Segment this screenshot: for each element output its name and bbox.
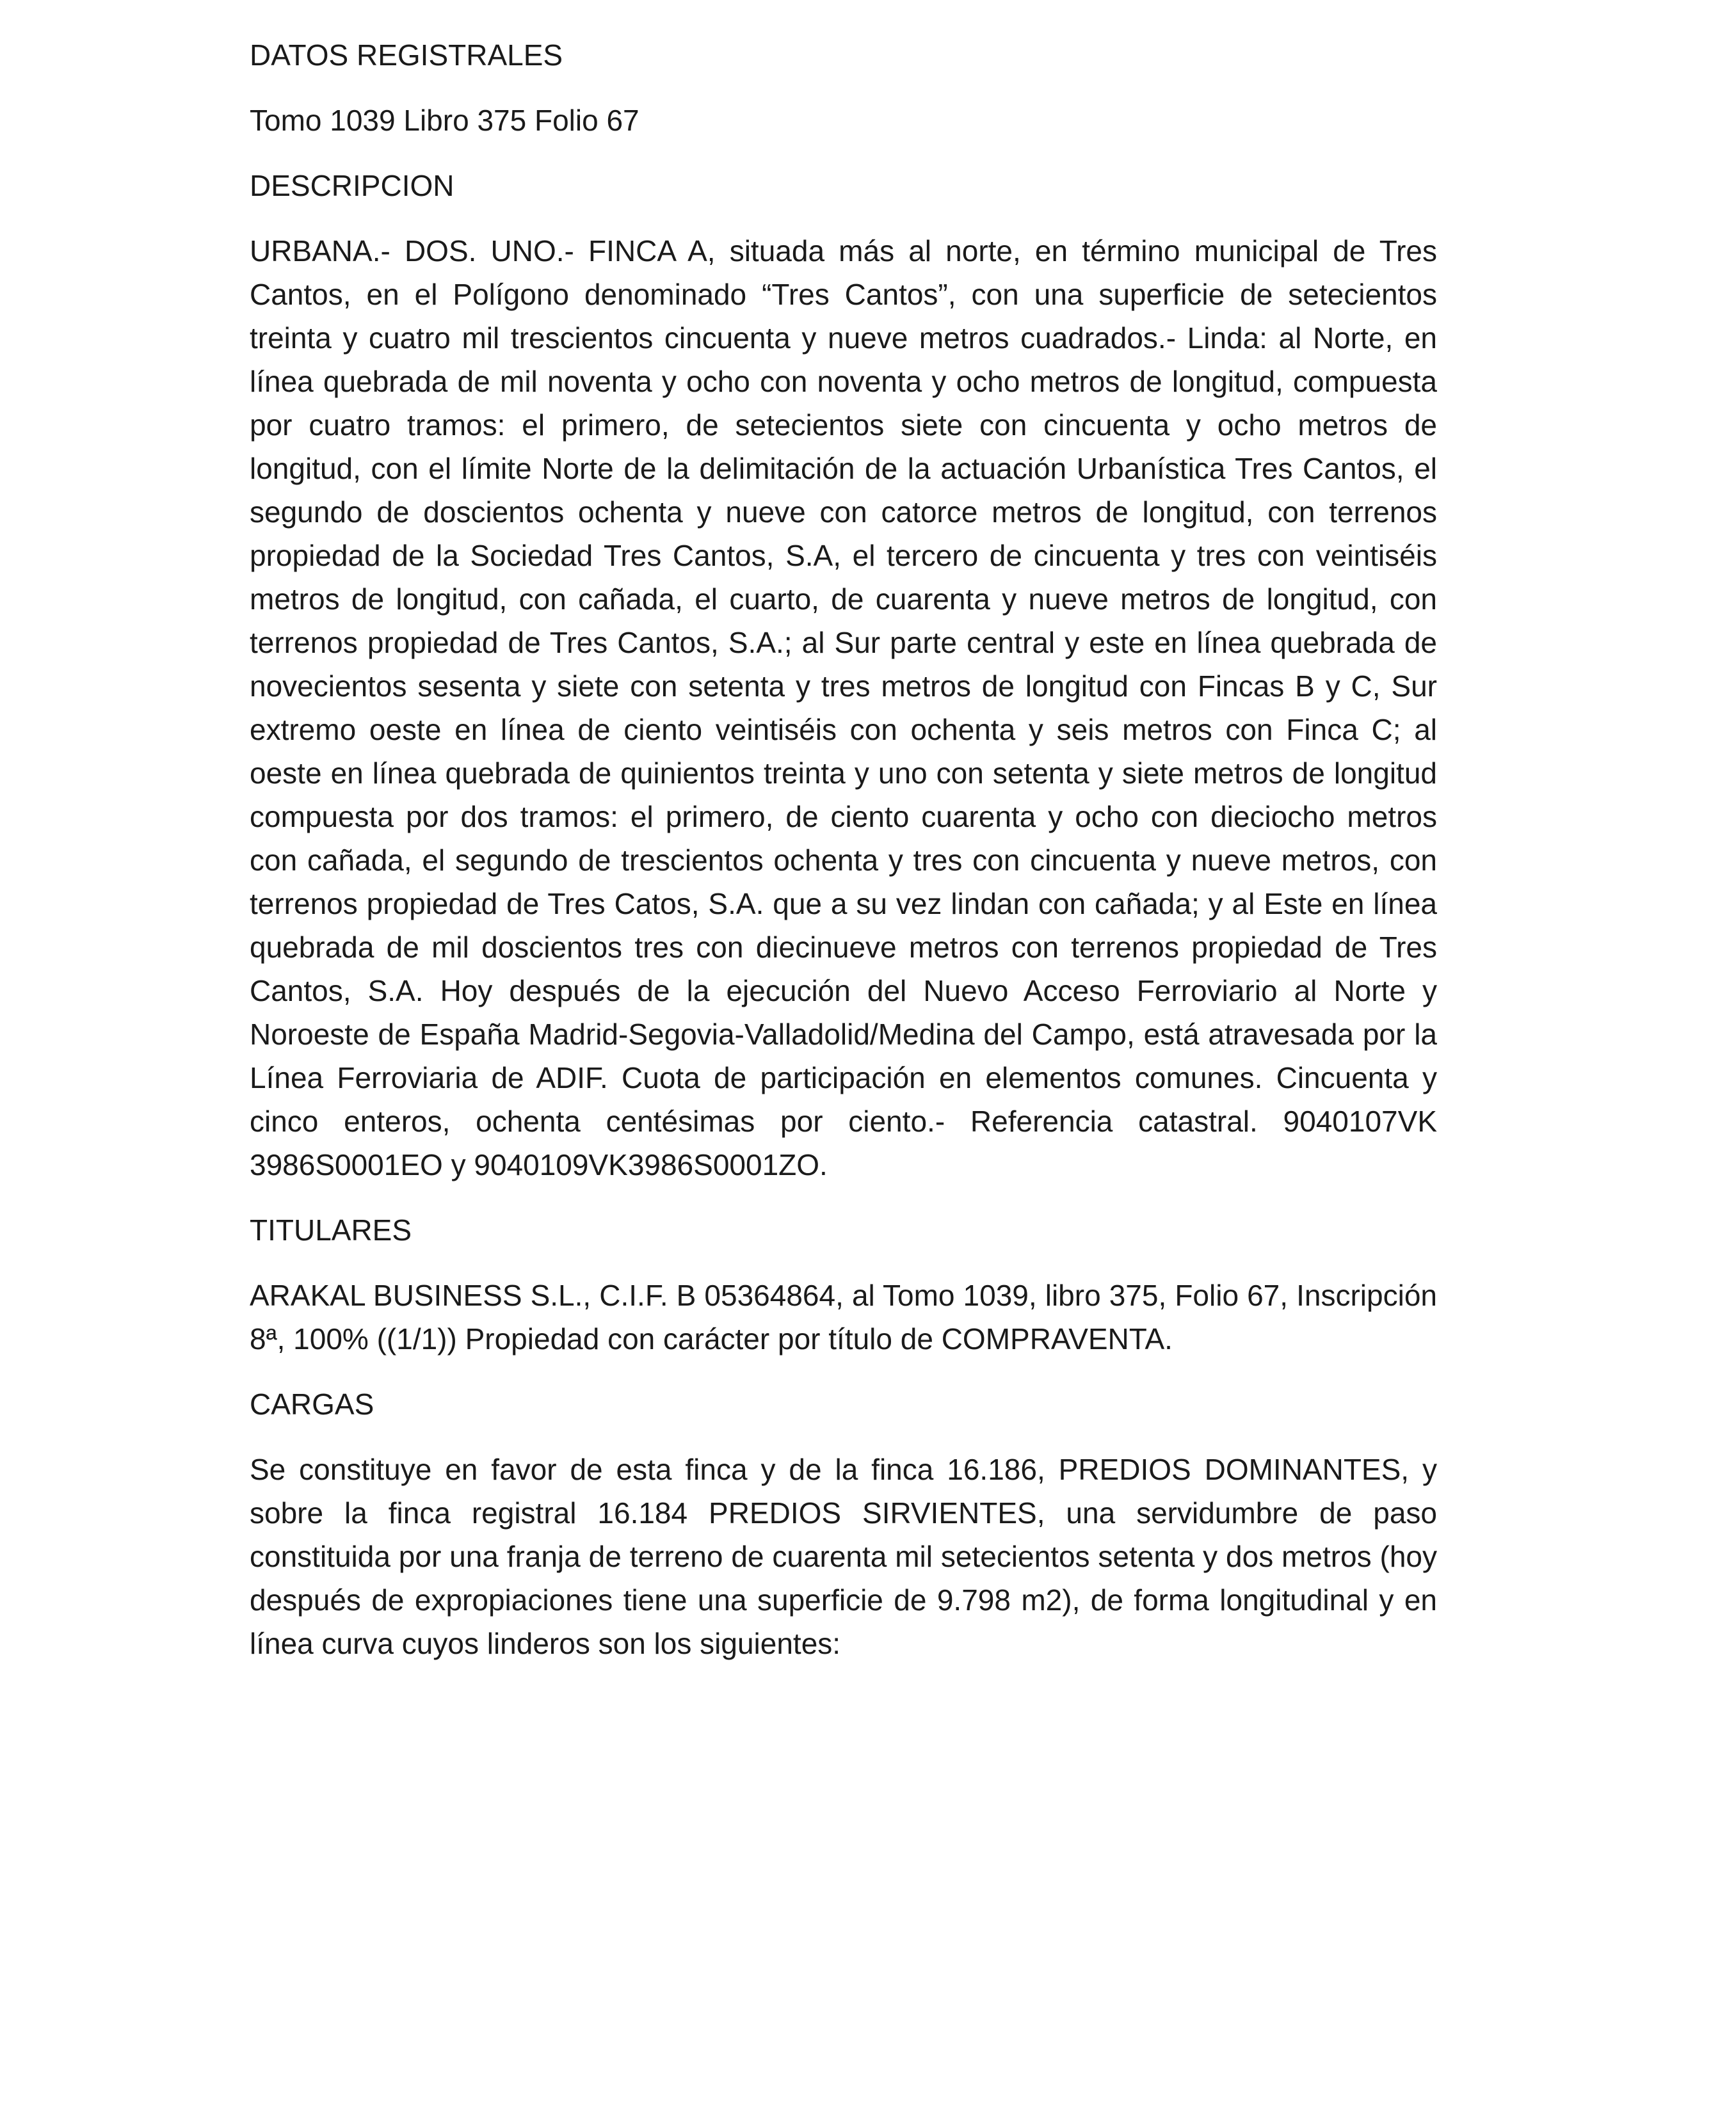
descripcion-paragraph: URBANA.- DOS. UNO.- FINCA A, situada más al norte, en término municipal de Tres Cantos, en el Polígono denominado “Tres Cantos”, con una superficie de setecientos treinta y cuatro mil trescientos cincuenta y nueve metros cuadrados.- Linda: al Norte, en línea quebrada de mil noventa y ocho con noventa y ocho metros de longitud, compuesta por cuatro tramos: el primero, de setecientos siete con cincuenta y ocho metros de longitud, con el límite Norte de la delimitación de la actuación Urbanística Tres Cantos, el segundo de doscientos ochenta y nueve con catorce metros de longitud, con terrenos propiedad de la Sociedad Tres Cantos, S.A, el tercero de cincuenta y tres con veintiséis metros de longitud, con cañada, el cuarto, de cuarenta y nueve metros de longitud, con terrenos propiedad de Tres Cantos, S.A.; al Sur parte central y este en línea quebrada de novecientos sesenta y siete con setenta y tres metros de longitud con Fincas B y C, Sur extremo oeste en línea de ciento veintiséis con ochenta y seis metros con Finca C; al oeste en línea quebrada de quinientos treinta y uno con setenta y siete metros de longitud compuesta por dos tramos: el primero, de ciento cuarenta y ocho con dieciocho metros con cañada, el segundo de trescientos ochenta y tres con cincuenta y nueve metros, con terrenos propiedad de Tres Catos, S.A. que a su vez lindan con cañada; y al Este en línea quebrada de mil doscientos tres con diecinueve metros con terrenos propiedad de Tres Cantos, S.A. Hoy después de la ejecución del Nuevo Acceso Ferroviario al Norte y Noroeste de España Madrid-Segovia-Valladolid/Medina del Campo, está atravesada por la Línea Ferroviaria de ADIF. Cuota de participación en elementos comunes. Cincuenta y cinco enteros, ochenta centésimas por ciento.- Referencia catastral. 9040107VK 3986S0001EO y 9040109VK3986S0001ZO. (250, 234, 1437, 1181)
datos-registrales-line: Tomo 1039 Libro 375 Folio 67 (250, 104, 639, 137)
descripcion-heading: DESCRIPCION (250, 169, 454, 202)
titulares-heading: TITULARES (250, 1213, 412, 1247)
cargas-paragraph: Se constituye en favor de esta finca y de la finca 16.186, PREDIOS DOMINANTES, y sobre la finca registral 16.184 PREDIOS SIRVIENTES, una servidumbre de paso constituida por una franja de terreno de cuarenta mil setecientos setenta y dos metros (hoy después de expropiaciones tiene una superficie de 9.798 m2), de forma longitudinal y en línea curva cuyos linderos son los siguientes: (250, 1453, 1437, 1660)
titulares-paragraph: ARAKAL BUSINESS S.L., C.I.F. B 05364864, al Tomo 1039, libro 375, Folio 67, Inscripción 8ª, 100% ((1/1)) Propiedad con carácter por título de COMPRAVENTA. (250, 1279, 1437, 1356)
document-page (250, 33, 1437, 1687)
datos-registrales-heading: DATOS REGISTRALES (250, 38, 563, 72)
cargas-heading: CARGAS (250, 1388, 374, 1421)
